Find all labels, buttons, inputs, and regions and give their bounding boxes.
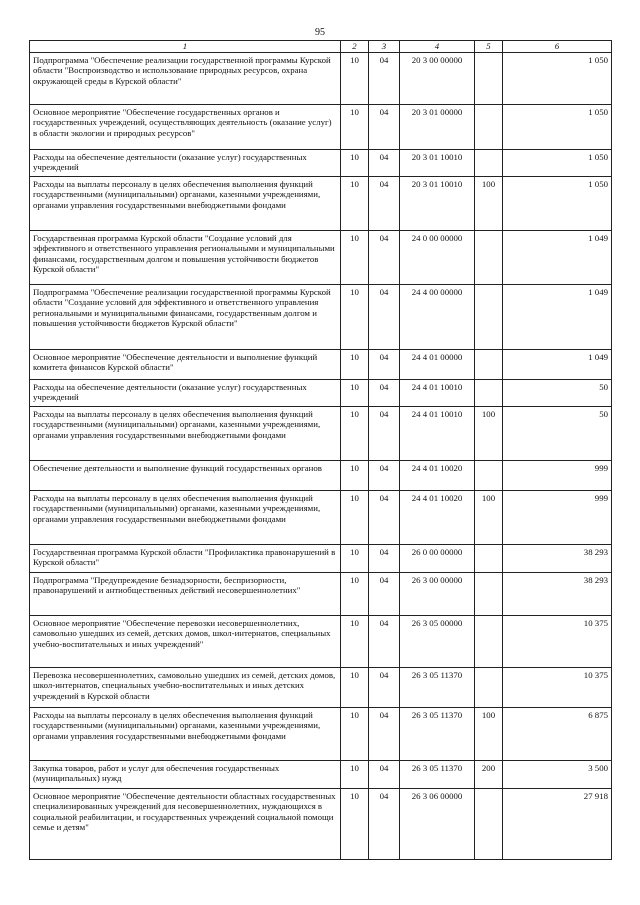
row-subsection: 04	[369, 461, 400, 491]
row-name: Основное мероприятие "Обеспечение деятельности областных государственных специализированных учреждений для несовершеннолетних, нуждающихся в социальной реабилитации, и государственных учреждений социальной помощи семье и детям"	[30, 789, 341, 860]
row-name: Перевозка несовершеннолетних, самовольно ушедших из семей, детских домов, школ-интернатов, специальных учебно-воспитательных и иных детских учреждений в Курской области	[30, 668, 341, 708]
row-expense-type	[475, 545, 503, 573]
row-section: 10	[341, 105, 369, 150]
row-amount: 1 049	[503, 350, 612, 380]
table-row	[30, 545, 612, 573]
row-amount: 50	[503, 407, 612, 461]
row-name: Расходы на обеспечение деятельности (оказание услуг) государственных учреждений	[30, 380, 341, 407]
row-subsection: 04	[369, 407, 400, 461]
row-amount: 1 050	[503, 150, 612, 177]
row-amount: 999	[503, 491, 612, 545]
table-row	[30, 105, 612, 150]
table-row	[30, 407, 612, 461]
header-row	[30, 41, 612, 53]
header-cell-1: 1	[30, 41, 341, 53]
row-target-code: 26 0 00 00000	[400, 545, 475, 573]
row-name: Основное мероприятие "Обеспечение государственных органов и государственных учреждений, осуществляющих деятельность (оказание услуг) в области экологии и природных ресурсов"	[30, 105, 341, 150]
row-section: 10	[341, 461, 369, 491]
header-cell-4: 4	[400, 41, 475, 53]
row-subsection: 04	[369, 616, 400, 668]
row-name: Подпрограмма "Обеспечение реализации государственной программы Курской области "Создание условий для эффективного и ответственного управления региональными и муниципальными финансами, государственным долгом и повышения устойчивости бюджетов Курской области"	[30, 285, 341, 350]
row-section: 10	[341, 761, 369, 789]
row-target-code: 24 4 01 10020	[400, 491, 475, 545]
row-name: Обеспечение деятельности и выполнение функций государственных органов	[30, 461, 341, 491]
table-row	[30, 350, 612, 380]
table-row	[30, 491, 612, 545]
row-name: Подпрограмма "Обеспечение реализации государственной программы Курской области "Воспроизводство и использование природных ресурсов, охрана окружающей среды в Курской области"	[30, 53, 341, 105]
table-row	[30, 708, 612, 761]
row-subsection: 04	[369, 708, 400, 761]
row-subsection: 04	[369, 573, 400, 616]
row-target-code: 24 4 01 10010	[400, 380, 475, 407]
row-expense-type	[475, 573, 503, 616]
row-expense-type	[475, 789, 503, 860]
row-target-code: 20 3 01 00000	[400, 105, 475, 150]
row-target-code: 20 3 01 10010	[400, 177, 475, 231]
row-expense-type: 100	[475, 708, 503, 761]
row-expense-type	[475, 668, 503, 708]
budget-table	[29, 40, 612, 860]
row-name: Основное мероприятие "Обеспечение деятельности и выполнение функций комитета финансов Курской области"	[30, 350, 341, 380]
table-row	[30, 53, 612, 105]
row-expense-type: 100	[475, 177, 503, 231]
row-target-code: 24 0 00 00000	[400, 231, 475, 285]
table-row	[30, 668, 612, 708]
row-name: Подпрограмма "Предупреждение безнадзорности, беспризорности, правонарушений и антиобщественных действий несовершеннолетних"	[30, 573, 341, 616]
header-cell-5: 5	[475, 41, 503, 53]
row-section: 10	[341, 53, 369, 105]
row-amount: 10 375	[503, 616, 612, 668]
row-target-code: 26 3 05 00000	[400, 616, 475, 668]
header-cell-2: 2	[341, 41, 369, 53]
row-target-code: 26 3 05 11370	[400, 708, 475, 761]
row-section: 10	[341, 789, 369, 860]
row-section: 10	[341, 231, 369, 285]
row-subsection: 04	[369, 150, 400, 177]
row-section: 10	[341, 616, 369, 668]
table-row	[30, 150, 612, 177]
row-expense-type	[475, 461, 503, 491]
row-subsection: 04	[369, 761, 400, 789]
row-subsection: 04	[369, 285, 400, 350]
row-name: Расходы на выплаты персоналу в целях обеспечения выполнения функций государственными (муниципальными) органами, казенными учреждениями, органами управления государственными внебюджетными фондами	[30, 491, 341, 545]
row-section: 10	[341, 545, 369, 573]
table-row	[30, 789, 612, 860]
row-subsection: 04	[369, 668, 400, 708]
table-row	[30, 380, 612, 407]
row-name: Расходы на выплаты персоналу в целях обеспечения выполнения функций государственными (муниципальными) органами, казенными учреждениями, органами управления государственными внебюджетными фондами	[30, 407, 341, 461]
row-name: Закупка товаров, работ и услуг для обеспечения государственных (муниципальных) нужд	[30, 761, 341, 789]
row-name: Государственная программа Курской области "Создание условий для эффективного и ответственного управления региональными и муниципальными финансами, государственным долгом и повышения устойчивости бюджетов Курской области"	[30, 231, 341, 285]
row-section: 10	[341, 708, 369, 761]
row-section: 10	[341, 350, 369, 380]
table-row	[30, 231, 612, 285]
table-row	[30, 461, 612, 491]
row-section: 10	[341, 177, 369, 231]
row-expense-type	[475, 150, 503, 177]
row-amount: 1 049	[503, 285, 612, 350]
row-expense-type	[475, 105, 503, 150]
row-expense-type: 200	[475, 761, 503, 789]
row-amount: 1 050	[503, 177, 612, 231]
row-target-code: 26 3 05 11370	[400, 668, 475, 708]
header-cell-6: 6	[503, 41, 612, 53]
row-expense-type	[475, 350, 503, 380]
table-row	[30, 761, 612, 789]
table-row	[30, 177, 612, 231]
row-subsection: 04	[369, 105, 400, 150]
row-amount: 38 293	[503, 545, 612, 573]
row-subsection: 04	[369, 53, 400, 105]
row-amount: 999	[503, 461, 612, 491]
table-row	[30, 573, 612, 616]
table-row	[30, 616, 612, 668]
row-amount: 1 050	[503, 105, 612, 150]
row-subsection: 04	[369, 491, 400, 545]
row-target-code: 24 4 01 00000	[400, 350, 475, 380]
row-section: 10	[341, 380, 369, 407]
row-amount: 38 293	[503, 573, 612, 616]
row-target-code: 26 3 00 00000	[400, 573, 475, 616]
row-target-code: 20 3 01 10010	[400, 150, 475, 177]
header-cell-3: 3	[369, 41, 400, 53]
row-expense-type	[475, 380, 503, 407]
row-expense-type	[475, 231, 503, 285]
row-target-code: 26 3 05 11370	[400, 761, 475, 789]
row-target-code: 24 4 01 10010	[400, 407, 475, 461]
row-subsection: 04	[369, 545, 400, 573]
row-section: 10	[341, 407, 369, 461]
row-name: Расходы на обеспечение деятельности (оказание услуг) государственных учреждений	[30, 150, 341, 177]
row-amount: 3 500	[503, 761, 612, 789]
row-name: Расходы на выплаты персоналу в целях обеспечения выполнения функций государственными (муниципальными) органами, казенными учреждениями, органами управления государственными внебюджетными фондами	[30, 708, 341, 761]
row-subsection: 04	[369, 380, 400, 407]
row-expense-type: 100	[475, 491, 503, 545]
table-row	[30, 285, 612, 350]
row-target-code: 20 3 00 00000	[400, 53, 475, 105]
row-subsection: 04	[369, 789, 400, 860]
row-target-code: 24 4 00 00000	[400, 285, 475, 350]
row-expense-type	[475, 616, 503, 668]
page-number: 95	[315, 27, 325, 38]
row-amount: 6 875	[503, 708, 612, 761]
row-section: 10	[341, 668, 369, 708]
row-subsection: 04	[369, 350, 400, 380]
row-target-code: 24 4 01 10020	[400, 461, 475, 491]
row-amount: 1 050	[503, 53, 612, 105]
row-section: 10	[341, 285, 369, 350]
row-name: Государственная программа Курской области "Профилактика правонарушений в Курской области"	[30, 545, 341, 573]
row-expense-type	[475, 285, 503, 350]
row-section: 10	[341, 573, 369, 616]
row-section: 10	[341, 150, 369, 177]
row-amount: 1 049	[503, 231, 612, 285]
row-amount: 10 375	[503, 668, 612, 708]
row-amount: 50	[503, 380, 612, 407]
row-subsection: 04	[369, 231, 400, 285]
row-target-code: 26 3 06 00000	[400, 789, 475, 860]
row-amount: 27 918	[503, 789, 612, 860]
row-expense-type: 100	[475, 407, 503, 461]
row-name: Основное мероприятие "Обеспечение перевозки несовершеннолетних, самовольно ушедших из семей, детских домов, школ-интернатов, специальных учебно-воспитательных и иных учреждений"	[30, 616, 341, 668]
row-subsection: 04	[369, 177, 400, 231]
row-name: Расходы на выплаты персоналу в целях обеспечения выполнения функций государственными (муниципальными) органами, казенными учреждениями, органами управления государственными внебюджетными фондами	[30, 177, 341, 231]
row-section: 10	[341, 491, 369, 545]
row-expense-type	[475, 53, 503, 105]
